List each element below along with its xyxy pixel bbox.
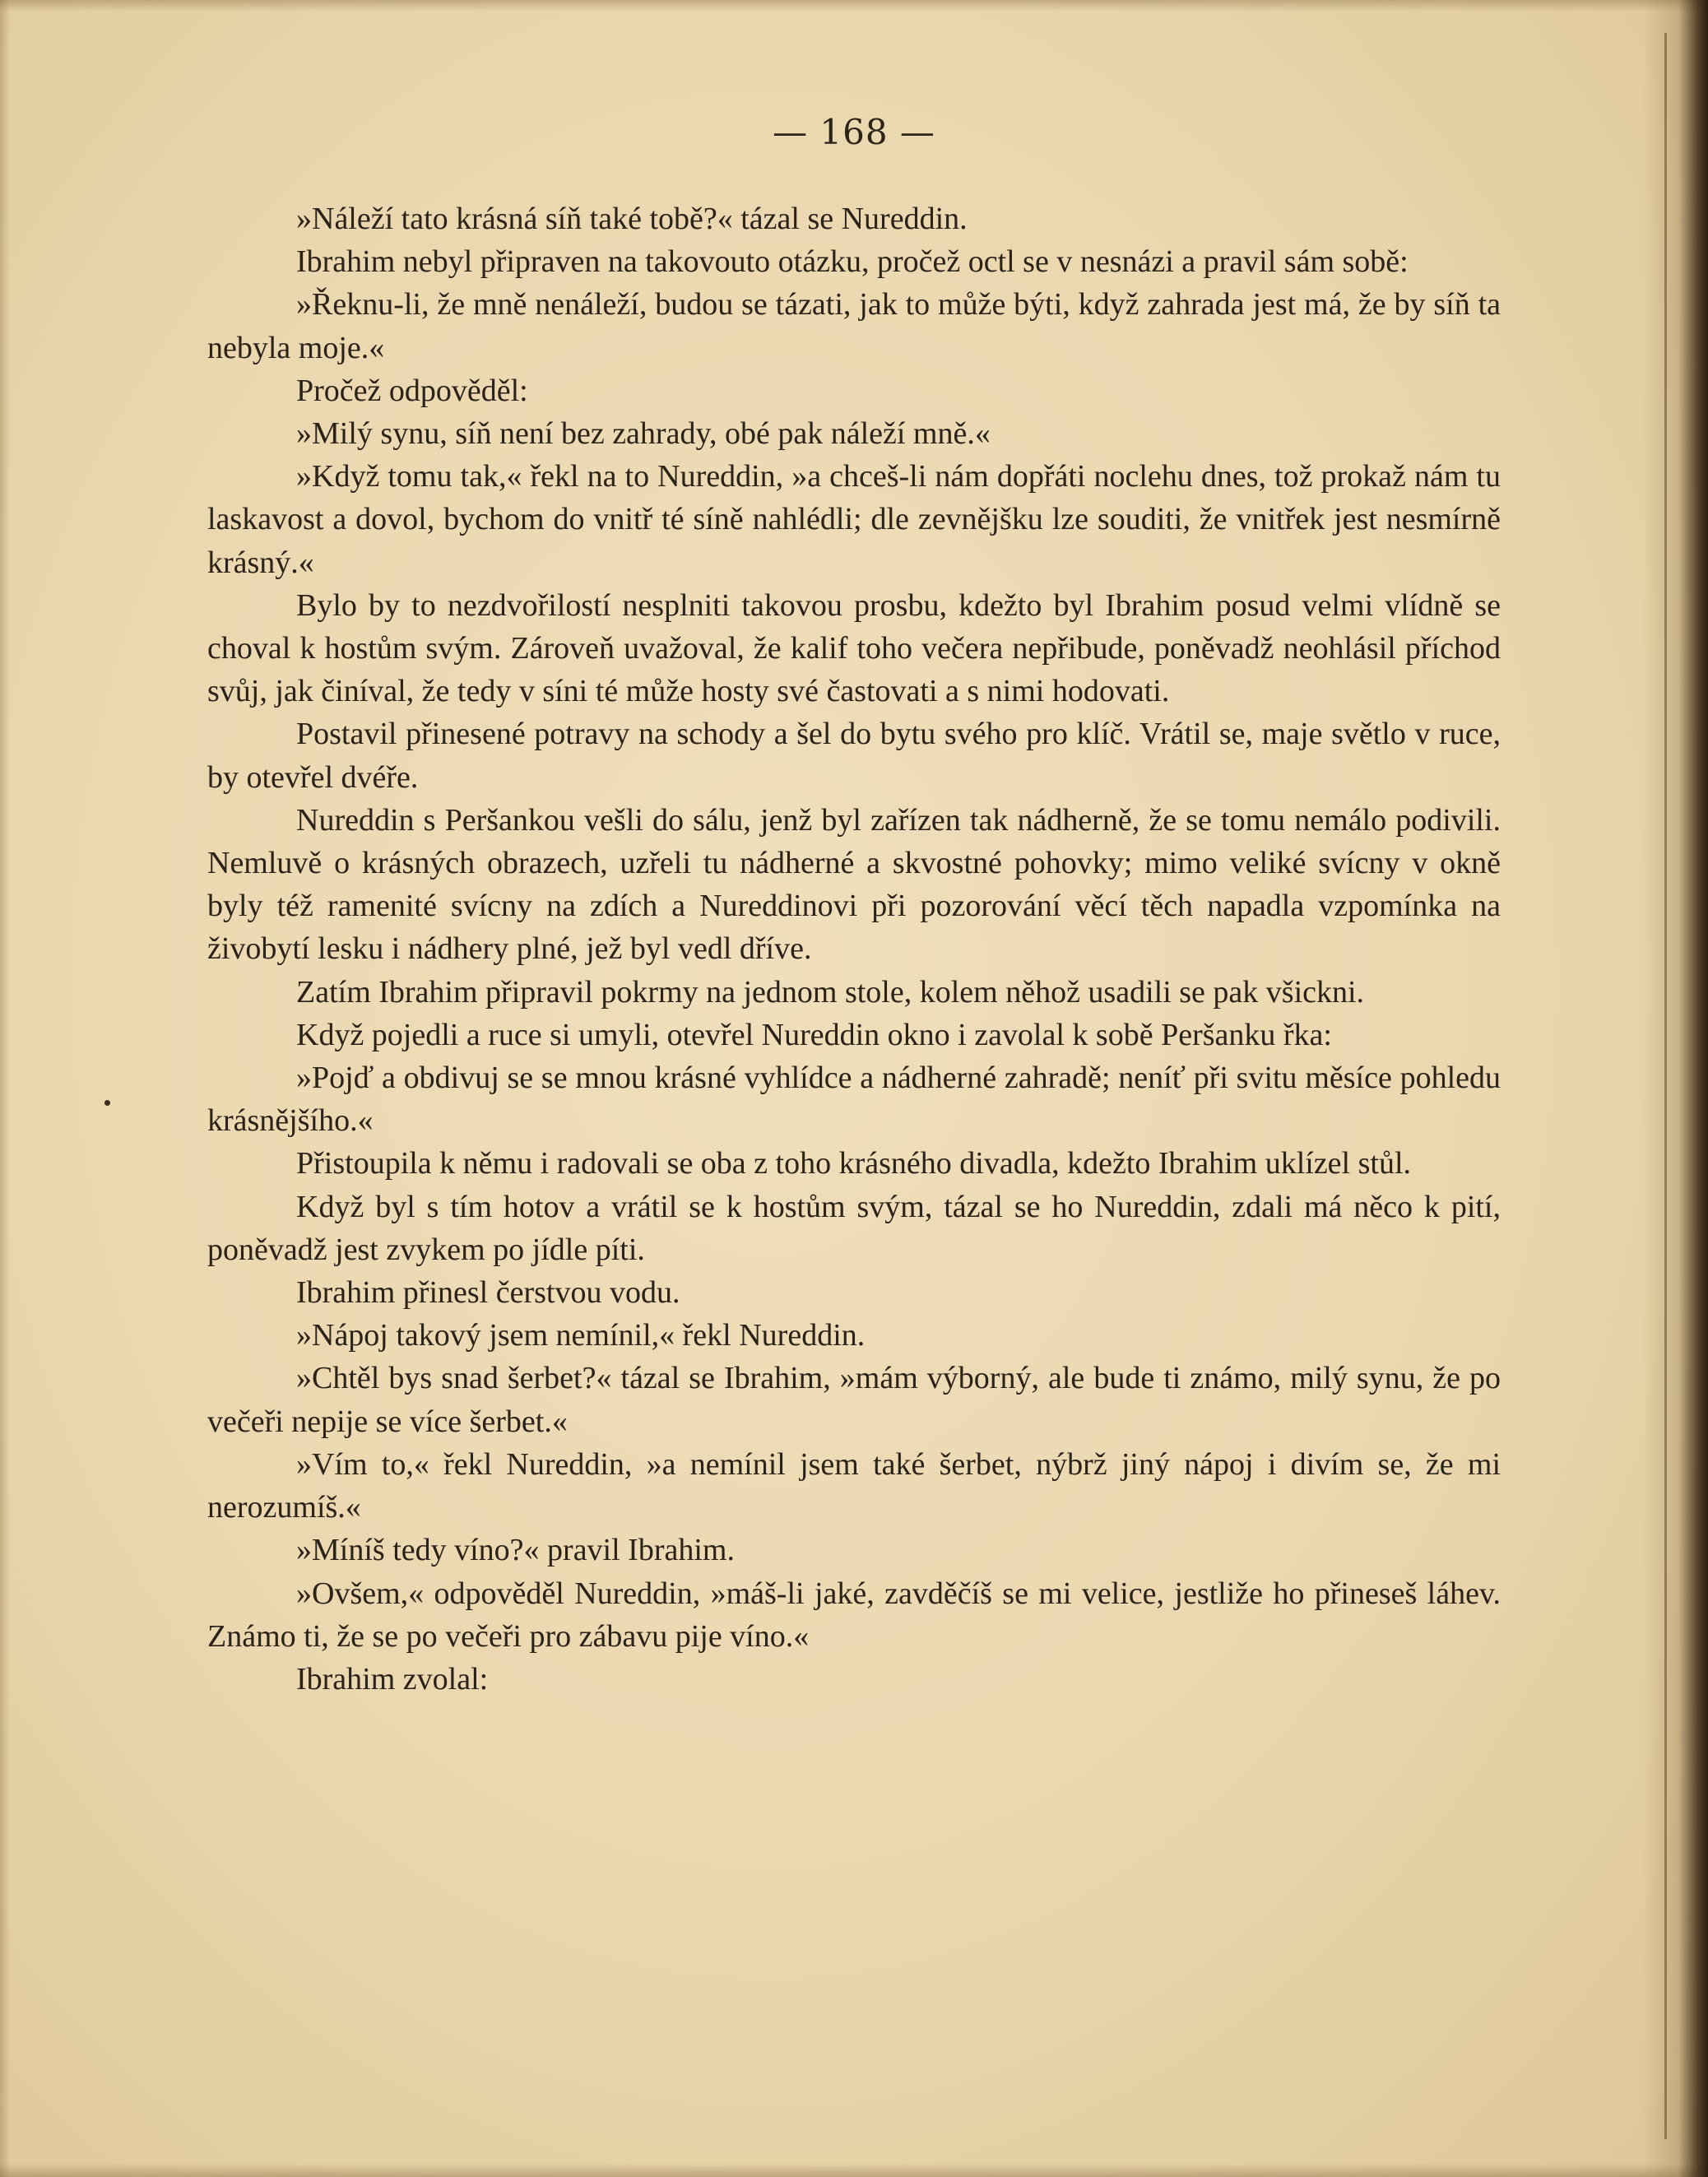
binding-spine-shadow — [1642, 0, 1708, 2177]
page-left-edge — [0, 0, 10, 2177]
paragraph: Ibrahim zvolal: — [296, 1661, 489, 1697]
paragraph: »Náleží tato krásná síň také tobě?« tázal se Nureddin. — [296, 202, 968, 236]
paragraph: Když pojedli a ruce si umyli, otevřel Nureddin okno i zavolal k sobě Peršanku řka: — [296, 1017, 1332, 1052]
paragraph: »Když tomu tak,« řekl na to Nureddin, »a chceš-li nám dopřáti noclehu dnes, tož prokaž nám tu laskavost a dovol, bychom do vnitř té síně nahlédli; dle zevnějšku lze souditi, že vnitřek jest nesmírně krásný.« — [207, 459, 1501, 580]
paragraph: Nureddin s Peršankou vešli do sálu, jenž byl zařízen tak nádherně, že se tomu nemálo podivili. Nemluvě o krásných obrazech, uzřeli tu nádherné a skvostné pohovky; mimo veliké svícny v okně byly též ramenité svícny na zdích a Nureddinovi při pozorování věcí těch napadla vzpomínka na živobytí lesku i nádhery plné, jež byl vedl dříve. — [207, 802, 1501, 967]
paragraph: »Vím to,« řekl Nureddin, »a nemínil jsem také šerbet, nýbrž jiný nápoj i divím se, že mi nerozumíš.« — [207, 1446, 1501, 1525]
paragraph: Když byl s tím hotov a vrátil se k hostům svým, tázal se ho Nureddin, zdali má něco k pití, poněvadž jest zvykem po jídle píti. — [207, 1189, 1501, 1267]
page-bottom-edge — [0, 2164, 1708, 2177]
paragraph: Zatím Ibrahim připravil pokrmy na jednom stole, kolem něhož usadili se pak všickni. — [296, 974, 1365, 1010]
paragraph: »Ovšem,« odpověděl Nureddin, »máš-li jaké, zavděčíš se mi velice, jestliže ho přineseš láhev. Známo ti, že se po večeři pro zábavu pije víno.« — [207, 1576, 1501, 1654]
paragraph: »Milý synu, síň není bez zahrady, obé pak náleží mně.« — [296, 416, 991, 452]
paragraph: Přistoupila k němu i radovali se oba z toho krásného divadla, kdežto Ibrahim uklízel stůl. — [296, 1146, 1412, 1181]
paragraph: Ibrahim nebyl připraven na takovouto otázku, pročež octl se v nesnázi a pravil sám sobě: — [296, 244, 1409, 280]
paragraph: Pročež odpověděl: — [296, 373, 528, 408]
paragraph: Ibrahim přinesl čerstvou vodu. — [296, 1275, 680, 1311]
binding-spine-line — [1664, 33, 1667, 2139]
paragraph: »Nápoj takový jsem nemínil,« řekl Nureddin. — [296, 1318, 866, 1353]
paragraph: Postavil přinesené potravy na schody a šel do bytu svého pro klíč. Vrátil se, maje světlo v ruce, by otevřel dvéře. — [207, 717, 1501, 795]
paragraph: »Řeknu-li, že mně nenáleží, budou se tázati, jak to může býti, když zahrada jest má, že by síň ta nebyla moje.« — [207, 287, 1501, 365]
body-text — [207, 197, 1501, 1701]
ink-speck — [104, 1100, 110, 1106]
paragraph: »Míníš tedy víno?« pravil Ibrahim. — [296, 1533, 735, 1568]
page-top-edge — [0, 0, 1708, 12]
paragraph: »Chtěl bys snad šerbet?« tázal se Ibrahim, »mám výborný, ale bude ti známo, milý synu, že po večeři nepije se více šerbet.« — [207, 1361, 1501, 1439]
paragraph: »Pojď a obdivuj se se mnou krásné vyhlídce a nádherné zahradě; neníť při svitu měsíce pohledu krásnějšího.« — [207, 1061, 1501, 1139]
page-number: — 168 — — [773, 112, 935, 152]
paragraph: Bylo by to nezdvořilostí nesplniti takovou prosbu, kdežto byl Ibrahim posud velmi vlídně se choval k hostům svým. Zároveň uvažoval, že kalif toho večera nepřibude, poněvadž neohlásil příchod svůj, jak činíval, že tedy v síni té může hosty své častovati a s nimi hodovati. — [207, 587, 1501, 709]
